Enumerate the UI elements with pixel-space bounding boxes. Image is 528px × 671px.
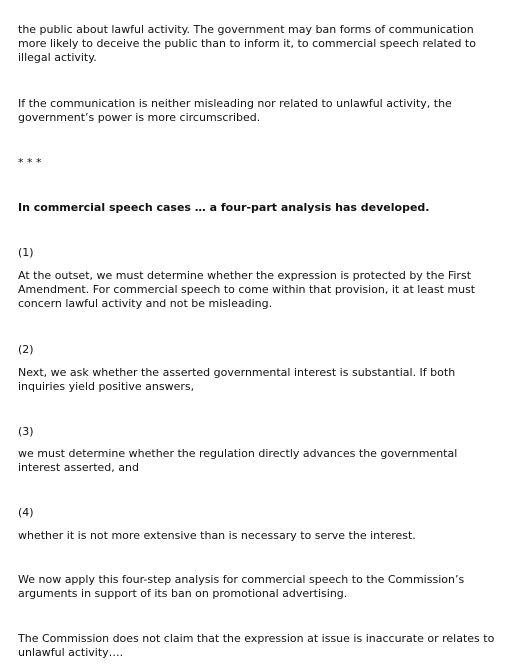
paragraph-apply-analysis: We now apply this four-step analysis for commercial speech to the Commission’s arguments in support of its ban on promotional advertising.	[18, 573, 465, 600]
paragraph-step-3: we must determine whether the regulation directly advances the governmental interest asserted, and	[18, 447, 458, 474]
paragraph-step-4: whether it is not more extensive than is necessary to serve the interest.	[18, 529, 416, 542]
item-number-2: (2)	[18, 343, 34, 356]
paragraph-lawful-activity: the public about lawful activity. The government may ban forms of communication more likely to deceive the public than to inform it, to commercial speech related to illegal activity.	[18, 23, 476, 64]
item-number-1: (1)	[18, 246, 34, 259]
item-number-4: (4)	[18, 506, 34, 519]
item-number-3: (3)	[18, 425, 34, 438]
paragraph-four-part-analysis: In commercial speech cases … a four-part analysis has developed.	[18, 201, 430, 214]
paragraph-step-1: At the outset, we must determine whether the expression is protected by the First Amendment. For commercial speech to come within that provision, it at least must concern lawful activity and not be misleading.	[18, 269, 476, 310]
paragraph-circumscribed: If the communication is neither misleading nor related to unlawful activity, the government’s power is more circumscribed.	[18, 97, 452, 124]
section-break: * * *	[18, 156, 42, 169]
paragraph-commission-claim: The Commission does not claim that the expression at issue is inaccurate or relates to unlawful activity….	[18, 632, 495, 659]
paragraph-step-2: Next, we ask whether the asserted governmental interest is substantial. If both inquiries yield positive answers,	[18, 366, 456, 393]
